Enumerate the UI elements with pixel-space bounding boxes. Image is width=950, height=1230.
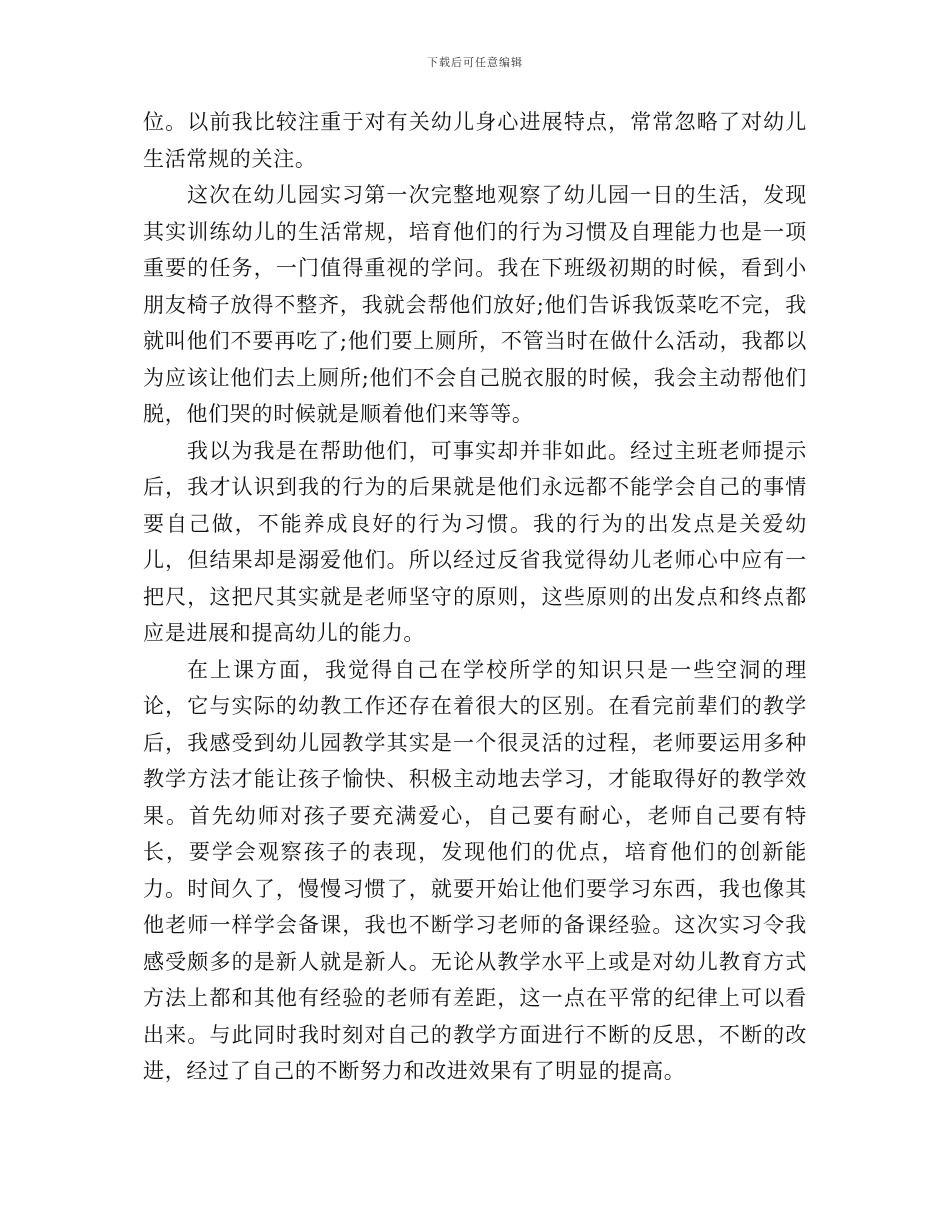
paragraph-1: 位。以前我比较注重于对有关幼儿身心进展特点，常常忽略了对幼儿生活常规的关注。 [143, 110, 807, 171]
paragraph-2: 这次在幼儿园实习第一次完整地观察了幼儿园一日的生活，发现其实训练幼儿的生活常规，培育他们的行为习惯及自理能力也是一项重要的任务，一门值得重视的学问。我在下班级初期的时候，看到小朋友椅子放得不整齐，我就会帮他们放好;他们告诉我饭菜吃不完，我就叫他们不要再吃了;他们要上厕所，不管当时在做什么活动，我都以为应该让他们去上厕所;他们不会自己脱衣服的时候，我会主动帮他们脱，他们哭的时候就是顺着他们来等等。 [143, 183, 807, 426]
paragraph-4: 在上课方面，我觉得自己在学校所学的知识只是一些空洞的理论，它与实际的幼教工作还存在着很大的区别。在看完前辈们的教学后，我感受到幼儿园教学其实是一个很灵活的过程，老师要运用多种教学方法才能让孩子愉快、积极主动地去学习，才能取得好的教学效果。首先幼师对孩子要充满爱心，自己要有耐心，老师自己要有特长，要学会观察孩子的表现，发现他们的优点，培育他们的创新能力。时间久了，慢慢习惯了，就要开始让他们要学习东西，我也像其他老师一样学会备课，我也不断学习老师的备课经验。这次实习令我感受颇多的是新人就是新人。无论从教学水平上或是对幼儿教育方式方法上都和其他有经验的老师有差距，这一点在平常的纪律上可以看出来。与此同时我时刻对自己的教学方面进行不断的反思，不断的改进，经过了自己的不断努力和改进效果有了明显的提高。 [143, 657, 807, 1083]
paragraph-3: 我以为我是在帮助他们，可事实却并非如此。经过主班老师提示后，我才认识到我的行为的后果就是他们永远都不能学会自己的事情要自己做，不能养成良好的行为习惯。我的行为的出发点是关爱幼儿，但结果却是溺爱他们。所以经过反省我觉得幼儿老师心中应有一把尺，这把尺其实就是老师坚守的原则，这些原则的出发点和终点都应是进展和提高幼儿的能力。 [143, 438, 807, 645]
page-header: 下载后可任意编辑 [427, 56, 523, 69]
document-body [143, 104, 807, 1090]
